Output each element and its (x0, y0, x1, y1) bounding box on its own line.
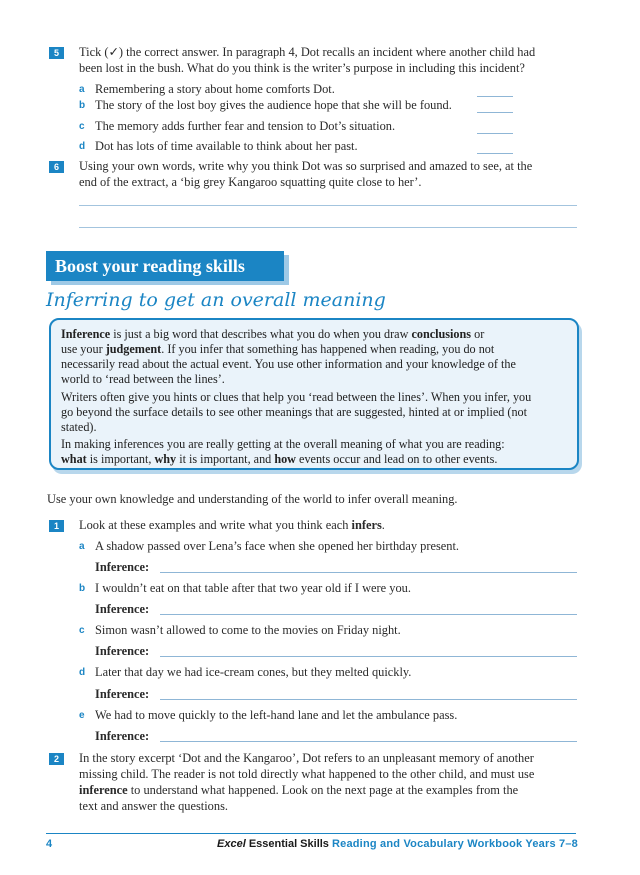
option-b-text: The story of the lost boy gives the audience hope that she will be found. (95, 98, 452, 112)
option-a-letter: a (79, 84, 85, 95)
question-5-text-line1: Tick (✓) the correct answer. In paragraph 4, Dot recalls an incident where another child had (79, 45, 536, 59)
option-b-tick-line[interactable] (477, 112, 513, 113)
section-banner: Boost your reading skills (46, 251, 284, 281)
item-b-inference-label: Inference: (95, 602, 150, 616)
question-2-line4: text and answer the questions. (79, 799, 228, 813)
page-number: 4 (46, 838, 53, 850)
term-how: how (274, 452, 296, 466)
info-p1-line1 (61, 327, 571, 343)
section-subheading: Inferring to get an overall meaning (46, 289, 386, 311)
item-b-letter: b (79, 583, 86, 594)
item-a-inference-line[interactable] (160, 572, 577, 573)
info-p2-line1: Writers often give you hints or clues that help you ‘read between the lines’. When you infer, you (61, 390, 532, 404)
option-c-letter: c (79, 121, 85, 132)
question-1-text-a: Look at these examples and write what you think each (79, 518, 352, 532)
term-inference: Inference (61, 327, 111, 341)
info-p1-line2 (61, 342, 571, 358)
question-6-answer-line-2[interactable] (79, 227, 577, 228)
question-6-answer-line-1[interactable] (79, 205, 577, 206)
info-text: is important, (86, 452, 155, 466)
question-6-text-line2: end of the extract, a ‘big grey Kangaroo squatting quite close to her’. (79, 175, 422, 189)
option-d-letter: d (79, 141, 86, 152)
item-d-inference-label: Inference: (95, 687, 150, 701)
option-d-text: Dot has lots of time available to think about her past. (95, 139, 358, 153)
item-c-letter: c (79, 625, 85, 636)
question-1-number: 1 (49, 520, 64, 532)
item-d-inference-line[interactable] (160, 699, 577, 700)
item-e-letter: e (79, 710, 85, 721)
question-5-number: 5 (49, 47, 64, 59)
question-2-number: 2 (49, 753, 64, 765)
info-text: it is important, and (176, 452, 275, 466)
item-e-inference-line[interactable] (160, 741, 577, 742)
option-c-text: The memory adds further fear and tension to Dot’s situation. (95, 119, 396, 133)
term-judgement: judgement (105, 342, 162, 356)
intro-text: Use your own knowledge and understanding of the world to infer overall meaning. (47, 492, 458, 506)
question-1-text (79, 517, 385, 533)
footer-excel: Excel (217, 838, 246, 850)
term-what: what (61, 452, 87, 466)
term-conclusions: conclusions (411, 327, 472, 341)
item-d-text: Later that day we had ice-cream cones, but they melted quickly. (95, 665, 412, 679)
info-text: use your (61, 342, 106, 356)
info-text: . If you infer that something has happened when reading, you do not (161, 342, 495, 356)
footer-essential-skills: Essential Skills (245, 838, 332, 850)
info-p3-line1: In making inferences you are really getting at the overall meaning of what you are reading: (61, 437, 505, 451)
question-6-number: 6 (49, 161, 64, 173)
info-p1-line3: necessarily read about the actual event. You use other information and your knowledge of the (61, 357, 516, 371)
inference-info-box (49, 318, 579, 470)
info-text: events occur and lead on to other events. (296, 452, 498, 466)
question-1-text-bold: infers (351, 518, 382, 532)
info-p1-line4: world to ‘read between the lines’. (61, 372, 225, 386)
question-5-text-line2: been lost in the bush. What do you think is the writer’s purpose in including this incident? (79, 61, 525, 75)
question-2-line3 (79, 782, 518, 798)
term-inference-q2: inference (79, 783, 128, 797)
info-p2-line3: stated). (61, 420, 97, 434)
item-a-text: A shadow passed over Lena’s face when she opened her birthday present. (95, 539, 460, 553)
question-1-text-c: . (381, 518, 385, 532)
item-e-inference-label: Inference: (95, 729, 150, 743)
item-c-text: Simon wasn’t allowed to come to the movies on Friday night. (95, 623, 401, 637)
footer-rule (46, 833, 576, 834)
option-c-tick-line[interactable] (477, 133, 513, 134)
question-6-text-line1: Using your own words, write why you think Dot was so surprised and amazed to see, at the (79, 159, 533, 173)
question-2-line3-rest: to understand what happened. Look on the next page at the examples from the (127, 783, 519, 797)
question-2-line2: missing child. The reader is not told directly what happened to the other child, and must use (79, 767, 535, 781)
footer-workbook-title: Reading and Vocabulary Workbook Years 7–8 (331, 838, 578, 850)
info-p3-line2 (61, 452, 571, 468)
item-d-letter: d (79, 667, 86, 678)
info-text: or (471, 327, 485, 341)
question-2-line1: In the story excerpt ‘Dot and the Kangaroo’, Dot refers to an unpleasant memory of another (79, 751, 534, 765)
footer-book-title (217, 838, 578, 850)
info-text: is just a big word that describes what you do when you draw (110, 327, 412, 341)
item-e-text: We had to move quickly to the left-hand lane and let the ambulance pass. (95, 708, 458, 722)
info-p2-line2: go beyond the surface details to see other meanings that are suggested, hinted at or implied (not (61, 405, 528, 419)
item-a-letter: a (79, 541, 85, 552)
item-b-inference-line[interactable] (160, 614, 577, 615)
item-a-inference-label: Inference: (95, 560, 150, 574)
option-a-text: Remembering a story about home comforts Dot. (95, 82, 335, 96)
option-b-letter: b (79, 100, 86, 111)
option-a-tick-line[interactable] (477, 96, 513, 97)
item-b-text: I wouldn’t eat on that table after that two year old if I were you. (95, 581, 411, 595)
option-d-tick-line[interactable] (477, 153, 513, 154)
term-why: why (154, 452, 177, 466)
item-c-inference-line[interactable] (160, 656, 577, 657)
item-c-inference-label: Inference: (95, 644, 150, 658)
